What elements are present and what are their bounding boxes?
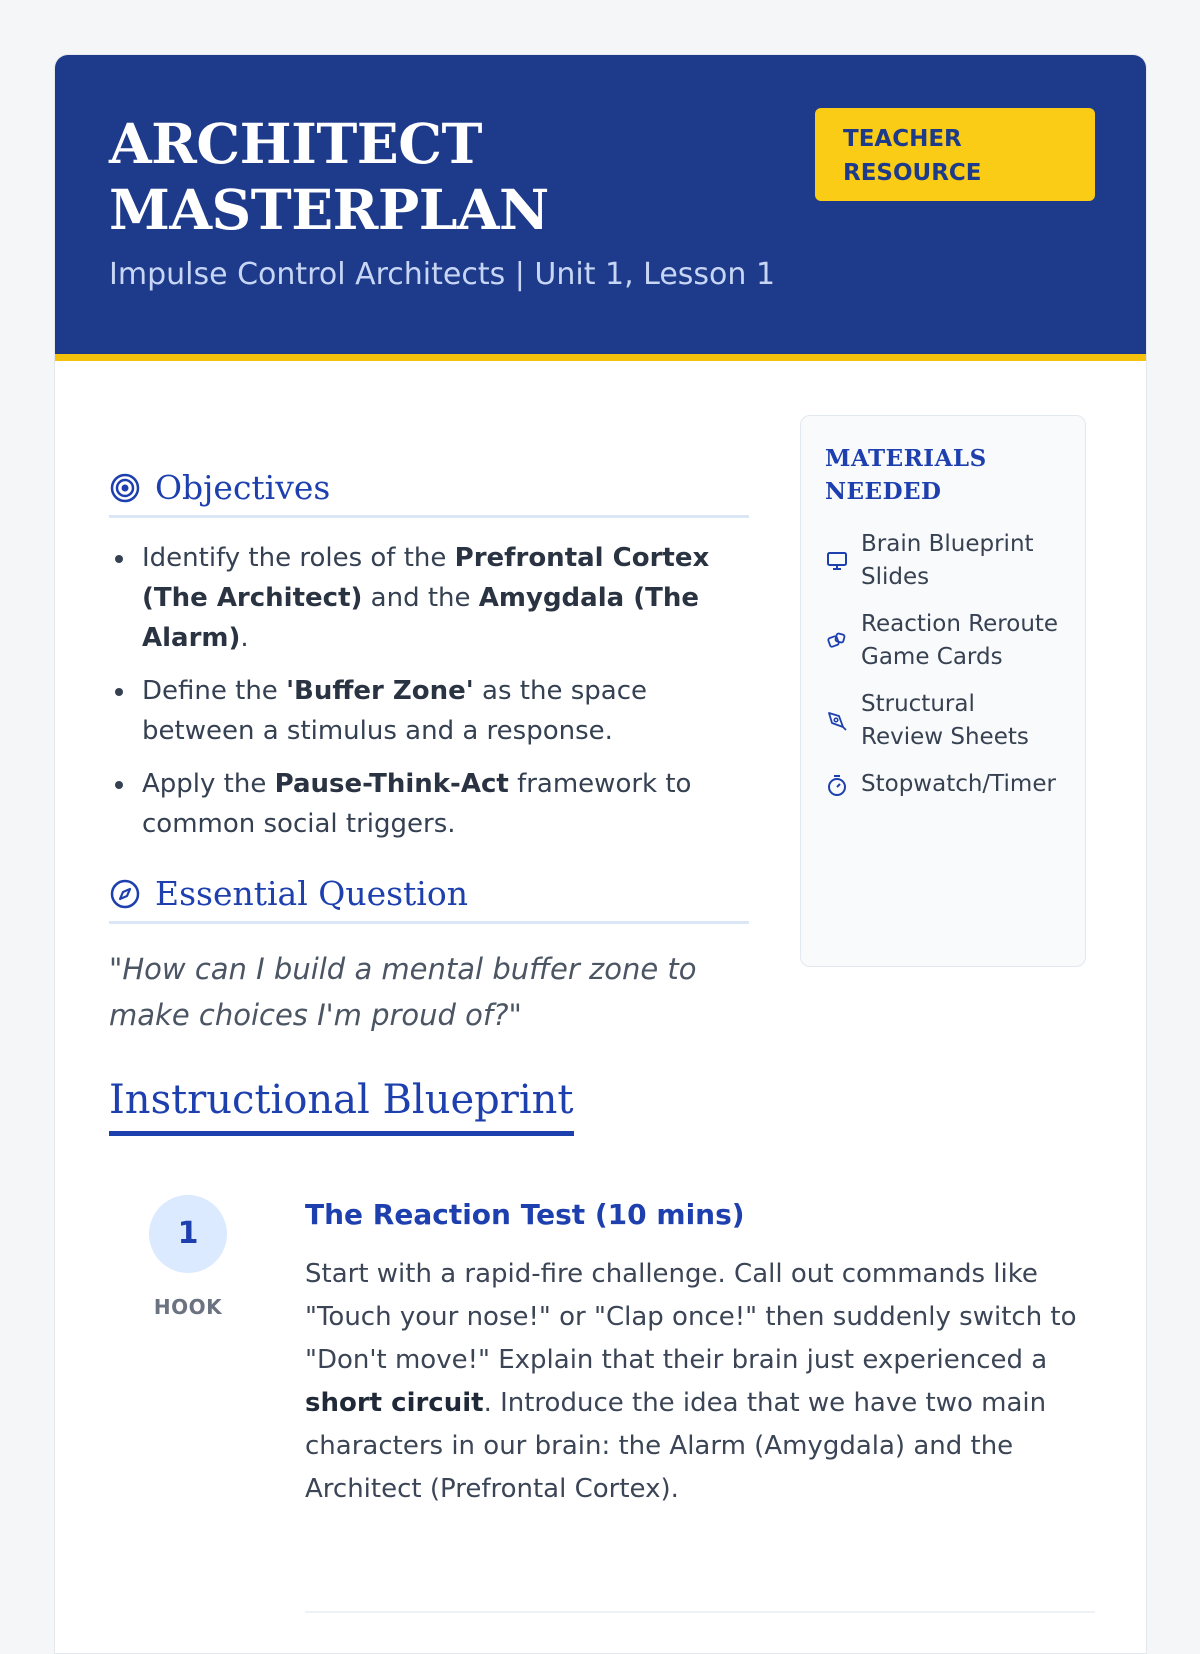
step-title: The Reaction Test (10 mins) (305, 1198, 745, 1231)
objectives-label: Objectives (155, 468, 331, 507)
essential-question-heading (109, 874, 749, 924)
materials-panel (800, 415, 1086, 967)
step-number-badge: 1 (149, 1195, 227, 1273)
title-line-2: MASTERPLAN (109, 177, 549, 242)
badge-line-1: TEACHER (843, 126, 962, 152)
stopwatch-icon (825, 773, 849, 797)
header-banner (55, 55, 1146, 361)
material-item (825, 768, 1061, 801)
material-item (825, 608, 1061, 674)
lesson-card (54, 54, 1147, 1654)
page-title (109, 111, 749, 243)
material-label: Reaction Reroute Game Cards (861, 611, 1059, 670)
step-body (305, 1195, 1095, 1511)
page-subtitle: Impulse Control Architects | Unit 1, Lesson 1 (109, 257, 776, 292)
main-column (109, 468, 749, 1038)
step-divider (305, 1611, 1095, 1613)
materials-title: MATERIALS NEEDED (825, 445, 987, 505)
step-description: Start with a rapid-fire challenge. Call out commands like "Touch your nose!" or "Clap once!" then suddenly switch to "Don't move!" Explain that their brain just experienced a short circuit. Introduce the idea that we have two main characters in our brain: the Alarm (Amygdala) and the Architect (Prefrontal Cortex). (305, 1259, 1077, 1504)
title-line-1: ARCHITECT (109, 111, 482, 176)
teacher-resource-badge (815, 108, 1095, 201)
essential-question-label: Essential Question (155, 874, 468, 913)
blueprint-title: Instructional Blueprint (109, 1077, 574, 1136)
material-label: Stopwatch/Timer (861, 771, 1056, 797)
monitor-icon (825, 549, 849, 573)
material-label: Structural Review Sheets (861, 691, 1029, 750)
material-item (825, 688, 1061, 754)
badge-line-2: RESOURCE (843, 160, 982, 186)
dice-icon (825, 629, 849, 653)
pen-icon (825, 709, 849, 733)
target-icon (109, 472, 141, 504)
material-item (825, 528, 1061, 594)
material-label: Brain Blueprint Slides (861, 531, 1034, 590)
step-tag: HOOK (153, 1295, 223, 1319)
compass-icon (109, 878, 141, 910)
objectives-list (109, 538, 749, 844)
essential-question-quote: "How can I build a mental buffer zone to make choices I'm proud of?" (109, 952, 697, 1032)
objective-item: Identify the roles of the Prefrontal Cortex (The Architect) and the Amygdala (The Alarm). (109, 538, 749, 658)
objective-item: Define the 'Buffer Zone' as the space between a stimulus and a response. (109, 671, 749, 751)
materials-list (825, 528, 1061, 801)
objective-item: Apply the Pause-Think-Act framework to common social triggers. (109, 764, 749, 844)
objectives-heading (109, 468, 749, 518)
